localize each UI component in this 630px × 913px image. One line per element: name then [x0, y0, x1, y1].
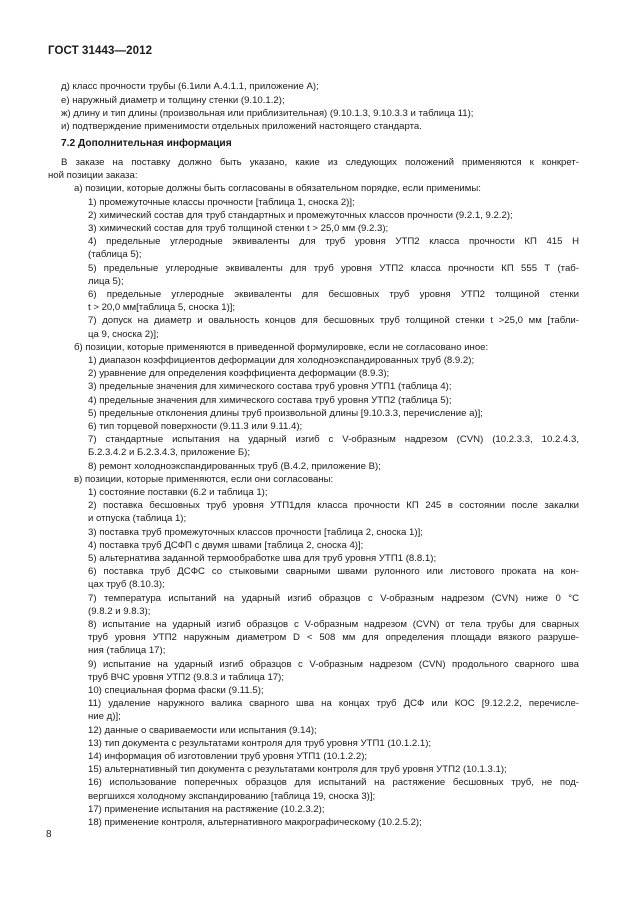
list-item: 6) тип торцевой поверхности (9.11.3 или 9.11.4);: [88, 421, 303, 432]
list-item: 15) альтернативный тип документа с результатами контроля для труб уровня УТП2 (10.1.3.1);: [88, 764, 507, 775]
list-item: 3) химический состав для труб толщиной стенки t > 25,0 мм (9.2.3);: [88, 223, 389, 234]
list-item: 4) поставка труб ДСФП с двумя швами [таблица 2, сноска 4)];: [88, 540, 364, 551]
list-item: 4) предельные значения для химического состава труб уровня УТП2 (таблица 5);: [88, 395, 452, 406]
list-item: ца 9, сноска 2)];: [88, 329, 159, 340]
list-item: 9) испытание на ударный изгиб образцов с V-образным надрезом (CVN) продольного сварного шва: [88, 659, 579, 670]
list-item: труб ВЧС уровня УТП2 (9.8.3 и таблица 17);: [88, 672, 285, 683]
list-item: труб уровня УТП2 наружным диаметром D < 508 мм для определения площади вязкого разруше-: [88, 632, 579, 643]
list-item: 1) диапазон коэффициентов деформации для холодноэкспандированных труб (8.9.2);: [88, 355, 475, 366]
list-item: и) подтверждение применимости отдельных приложений настоящего стандарта.: [61, 121, 422, 132]
standard-header: ГОСТ 31443—2012: [48, 45, 153, 57]
section-heading: 7.2 Дополнительная информация: [61, 138, 232, 149]
list-item: вергшихся холодному экспандированию [таблица 19, сноска 3)];: [88, 791, 376, 802]
list-item: ние д)];: [88, 711, 121, 722]
list-item: 11) удаление наружного валика сварного шва на концах труб ДСФ или КОС [9.12.2.2, перечисле-: [88, 698, 579, 709]
list-item: 7) допуск на диаметр и овальность концов для бесшовных труб толщиной стенки t >25,0 мм [табли-: [88, 315, 579, 326]
list-item: 8) испытание на ударный изгиб образцов с V-образным надрезом (CVN) от тела трубы для сварных: [88, 619, 579, 630]
page-number: 8: [46, 829, 52, 840]
list-item: 13) тип документа с результатами контроля для труб уровня УТП1 (10.1.2.1);: [88, 738, 432, 749]
list-item: 6) поставка труб ДСФС со стыковыми сварными швами рулонного или листового проката на кон-: [88, 566, 579, 577]
list-item: 4) предельные углеродные эквиваленты для труб уровня УТП2 класса прочности КП 415 Н: [88, 236, 579, 247]
list-item: (таблица 5);: [88, 249, 142, 260]
list-item: Б.2.3.4.2 и Б.2.3.4.3, приложение Б);: [88, 447, 251, 458]
list-item: 2) уравнение для определения коэффициента деформации (8.9.3);: [88, 368, 390, 379]
list-item: д) класс прочности трубы (6.1или А.4.1.1, приложение А);: [61, 81, 319, 92]
list-item: и отпуска (таблица 1);: [88, 513, 187, 524]
list-item: 18) применение контроля, альтернативного макрографическому (10.2.5.2);: [88, 817, 422, 828]
list-item: 7) стандартные испытания на ударный изгиб с V-образным надрезом (CVN) (10.2.3.3, 10.2.4.3,: [88, 434, 579, 445]
list-item: ж) длину и тип длины (произвольная или приблизительная) (9.10.1.3, 9.10.3.3 и таблица 11);: [61, 108, 474, 119]
list-item: t > 20,0 мм[таблица 5, сноска 1)];: [88, 302, 236, 313]
list-item: 5) предельные углеродные эквиваленты для труб уровня УТП2 класса прочности КП 555 Т (таб-: [88, 263, 579, 274]
list-item: 3) поставка труб промежуточных классов прочности [таблица 2, сноска 1)];: [88, 527, 423, 538]
list-item: 16) использование поперечных образцов для испытаний на растяжение бесшовных труб, не под-: [88, 777, 579, 788]
list-item: 5) альтернатива заданной термообработке шва для труб уровня УТП1 (8.8.1);: [88, 553, 437, 564]
group-v-heading: в) позиции, которые применяются, если они согласованы:: [74, 474, 334, 485]
list-item: 6) предельные углеродные эквиваленты для бесшовных труб уровня УТП2 толщиной стенки: [88, 289, 579, 300]
group-a-heading: а) позиции, которые должны быть согласованы в обязательном порядке, если применимы:: [74, 183, 481, 194]
list-item: 2) поставка бесшовных труб уровня УТП1для класса прочности КП 245 в состоянии после закалки: [88, 500, 579, 511]
list-item: 1) промежуточные классы прочности [таблица 1, сноска 2)];: [88, 197, 355, 208]
list-item: 1) состояние поставки (6.2 и таблица 1);: [88, 487, 268, 498]
list-item: 5) предельные отклонения длины труб произвольной длины [9.10.3.3, перечисление а)];: [88, 408, 483, 419]
list-item: ния (таблица 17);: [88, 645, 166, 656]
paragraph-line: В заказе на поставку должно быть указано, какие из следующих положений применяются к конкрет-: [61, 157, 579, 168]
list-item: 7) температура испытаний на ударный изгиб образцов с V-образным надрезом (CVN) ниже 0 °C: [88, 593, 579, 604]
list-item: 3) предельные значения для химического состава труб уровня УТП1 (таблица 4);: [88, 381, 452, 392]
list-item: е) наружный диаметр и толщину стенки (9.10.1.2);: [61, 95, 285, 106]
list-item: 2) химический состав для труб стандартных и промежуточных классов прочности (9.2.1, 9.2.2);: [88, 210, 513, 221]
list-item: 17) применение испытания на растяжение (10.2.3.2);: [88, 804, 325, 815]
paragraph-line: ной позиции заказа:: [48, 170, 138, 181]
list-item: (9.8.2 и 9.8.3);: [88, 606, 151, 617]
list-item: 14) информация об изготовлении труб уровня УТП1 (10.1.2.2);: [88, 751, 368, 762]
list-item: цах труб (8.10.3);: [88, 579, 165, 590]
list-item: 12) данные о свариваемости или испытания (9.14);: [88, 725, 317, 736]
list-item: 10) специальная форма фаски (9.11.5);: [88, 685, 264, 696]
list-item: 8) ремонт холодноэкспандированных труб (В.4.2, приложение В);: [88, 461, 381, 472]
list-item: лица 5);: [88, 276, 124, 287]
group-b-heading: б) позиции, которые применяются в приведенной формулировке, если не согласовано иное:: [74, 342, 489, 353]
